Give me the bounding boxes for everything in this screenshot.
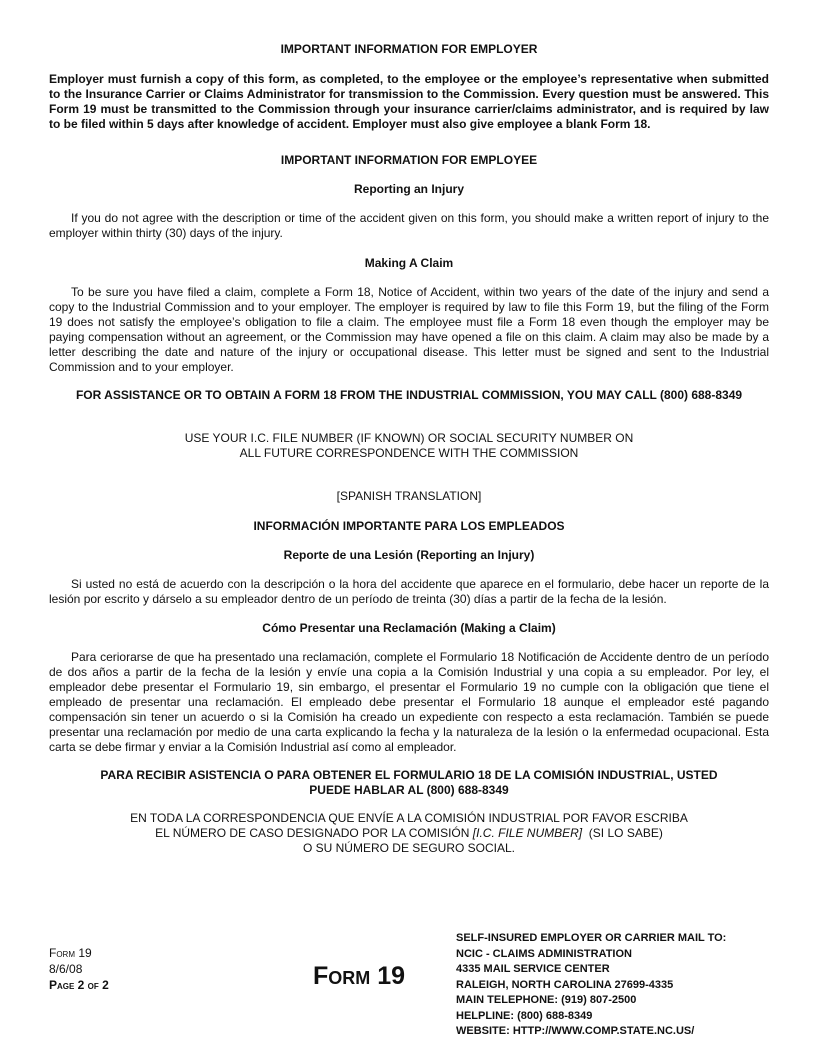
mail-line: SELF-INSURED EMPLOYER OR CARRIER MAIL TO: bbox=[456, 932, 727, 944]
mail-line: MAIN TELEPHONE: (919) 807-2500 bbox=[456, 994, 637, 1006]
spanish-assistance-line-1: PARA RECIBIR ASISTENCIA O PARA OBTENER EL FORMULARIO 18 DE LA COMISIÓN INDUSTRIAL, USTED bbox=[100, 768, 718, 782]
spanish-correspondence-line-3: O SU NÚMERO DE SEGURO SOCIAL. bbox=[302, 841, 516, 855]
mail-line: NCIC - CLAIMS ADMINISTRATION bbox=[456, 947, 632, 960]
spanish-claim-heading: Cómo Presentar una Reclamación (Making a Claim) bbox=[262, 621, 556, 635]
assistance-notice: FOR ASSISTANCE OR TO OBTAIN A FORM 18 FROM THE INDUSTRIAL COMMISSION, YOU MAY CALL (800) 688-8349 bbox=[75, 388, 743, 402]
footer-page: Page 2 of 2 bbox=[49, 978, 109, 992]
spanish-reporting-heading: Reporte de una Lesión (Reporting an Injury) bbox=[283, 548, 535, 562]
form-title: Form 19 bbox=[313, 962, 406, 990]
document-body bbox=[49, 40, 769, 856]
mail-line: HELPLINE: (800) 688-8349 bbox=[456, 1009, 593, 1022]
claim-heading: Making A Claim bbox=[364, 256, 454, 270]
employer-text: Employer must furnish a copy of this form, as completed, to the employee or the employee’s representative when submitted to the Insurance Carrier or Claims Administrator for transmission to the Commission. Every question must be answered. This Form 19 must be transmitted to the Commission through your insurance carrier/claims administrator, and is required by law to be filed within 5 days after knowledge of accident. Employer must also give employee a blank Form 18. bbox=[49, 72, 769, 131]
spanish-claim-text: Para ceriorarse de que ha presentado una reclamación, complete el Formulario 18 Notificación de Accidente dentro de un período de dos años a partir de la fecha de la lesión y envíe una copia a la Comisión Industrial y una copia a su empleador. Por ley, el empleador debe presentar el Formulario 19, sin embargo, el presentar el Formulario 19 no cumple con la obligación que tiene el empleado de presentar una reclamación. El empleado debe presentar el Formulario 18 aunque el empleador esté pagando compensación sin tener un acuerdo o si la Comisión ha creado un expediente con respecto a esta reclamación. También se puede presentar una reclamación por medio de una carta explicando la fecha y la naturaleza de la lesión o la enfermedad ocupacional. Esta carta se debe firmar y enviar a la Comisión Industrial así como al empleador. bbox=[49, 650, 769, 754]
mail-line: RALEIGH, NORTH CAROLINA 27699-4335 bbox=[456, 978, 674, 991]
correspondence-text-a: EL NÚMERO DE CASO DESIGNADO POR LA COMISIÓN bbox=[155, 826, 473, 840]
footer-form-label: Form 19 bbox=[49, 946, 92, 960]
spanish-heading: INFORMACIÓN IMPORTANTE PARA LOS EMPLEADOS bbox=[253, 519, 565, 533]
mail-line: 4335 MAIL SERVICE CENTER bbox=[456, 963, 610, 975]
claim-text: To be sure you have filed a claim, complete a Form 18, Notice of Accident, within two years of the date of the injury and send a copy to the Industrial Commission and to your employer. The employer is required by law to file this Form 19, but the filing of the Form 19 does not satisfy the employee’s obligation to file a claim. The employee must file a Form 18 even though the employer may be paying compensation without an agreement, or the Commission may have opened a file on this claim. A claim may also be made by a letter describing the date and nature of the injury or occupational disease. This letter must be signed and sent to the Industrial Commission and to your employer. bbox=[49, 285, 769, 374]
spanish-assistance-line-2: PUEDE HABLAR AL (800) 688-8349 bbox=[309, 783, 509, 797]
employee-heading: IMPORTANT INFORMATION FOR EMPLOYEE bbox=[280, 153, 538, 167]
correspondence-text-c: (SI LO SABE) bbox=[582, 826, 663, 840]
file-number-line-1: USE YOUR I.C. FILE NUMBER (IF KNOWN) OR SOCIAL SECURITY NUMBER ON bbox=[184, 431, 634, 445]
footer-left bbox=[49, 945, 109, 993]
spanish-reporting-text: Si usted no está de acuerdo con la descripción o la hora del accidente que aparece en el formulario, debe hacer un reporte de la lesión por escrito y dárselo a su empleador dentro de un período de treinta (30) días a partir de la fecha de la lesión. bbox=[49, 577, 769, 606]
reporting-heading: Reporting an Injury bbox=[353, 182, 464, 196]
footer-date: 8/6/08 bbox=[49, 962, 83, 976]
spanish-translation-label: [SPANISH TRANSLATION] bbox=[336, 489, 482, 503]
correspondence-file-number: [I.C. FILE NUMBER] bbox=[472, 826, 583, 840]
employer-heading: IMPORTANT INFORMATION FOR EMPLOYER bbox=[280, 42, 538, 56]
spanish-correspondence-line-1: EN TODA LA CORRESPONDENCIA QUE ENVÍE A LA COMISIÓN INDUSTRIAL POR FAVOR ESCRIBA bbox=[130, 811, 688, 825]
spanish-correspondence-line-2 bbox=[49, 826, 769, 841]
file-number-line-2: ALL FUTURE CORRESPONDENCE WITH THE COMMISSION bbox=[239, 446, 579, 460]
reporting-text: If you do not agree with the description or time of the accident given on this form, you should make a written report of injury to the employer within thirty (30) days of the injury. bbox=[49, 211, 769, 240]
mailing-address bbox=[456, 931, 726, 1040]
mail-line: WEBSITE: HTTP://WWW.COMP.STATE.NC.US/ bbox=[456, 1025, 695, 1037]
